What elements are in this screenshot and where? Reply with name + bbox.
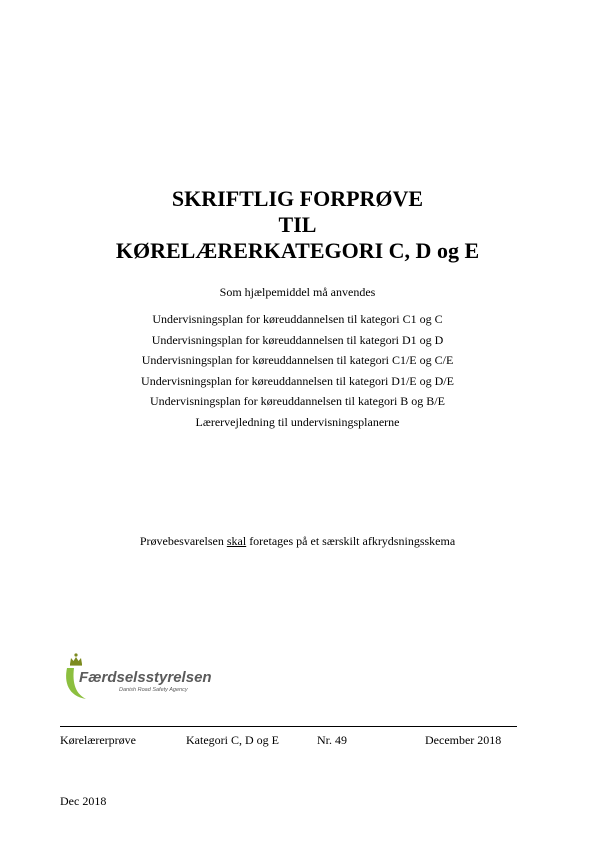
aid-item: Undervisningsplan for køreuddannelsen til kategori D1/E og D/E [141, 373, 454, 388]
aid-item: Undervisningsplan for køreuddannelsen til kategori B og B/E [150, 394, 445, 408]
notice-text-before: Prøvebesvarelsen [139, 534, 227, 548]
footer-date: December 2018 [425, 733, 502, 747]
bottom-date: Dec 2018 [60, 794, 107, 808]
faerdselsstyrelsen-logo [64, 652, 214, 702]
footer-number: Nr. 49 [317, 733, 347, 747]
footer-rule [60, 726, 517, 727]
allowed-aids-list [0, 309, 595, 432]
footer-exam: Kørelærerprøve [60, 733, 136, 747]
notice-text-after: foretages på et særskilt afkrydsningsskema [246, 534, 456, 548]
title-line-2: TIL [278, 212, 317, 237]
aid-item: Undervisningsplan for køreuddannelsen til kategori C1/E og C/E [141, 353, 454, 367]
title-line-1: SKRIFTLIG FORPRØVE [171, 186, 424, 211]
aid-item: Undervisningsplan for køreuddannelsen til kategori D1 og D [151, 332, 444, 347]
aid-item: Undervisningsplan for køreuddannelsen til kategori C1 og C [152, 312, 443, 326]
logo-name: Færdselsstyrelsen [79, 669, 212, 686]
notice-underlined-word: skal [226, 534, 247, 548]
document-title [0, 186, 595, 264]
title-line-3: KØRELÆRERKATEGORI C, D og E [115, 238, 480, 263]
footer-category: Kategori C, D og E [186, 733, 279, 747]
logo-tagline: Danish Road Safety Agency [119, 687, 188, 693]
aid-item: Lærervejledning til undervisningsplanerne [195, 414, 400, 429]
allowed-aids-heading: Som hjælpemiddel må anvendes [219, 285, 376, 299]
answer-sheet-notice [0, 534, 595, 548]
crown-icon [70, 653, 82, 665]
